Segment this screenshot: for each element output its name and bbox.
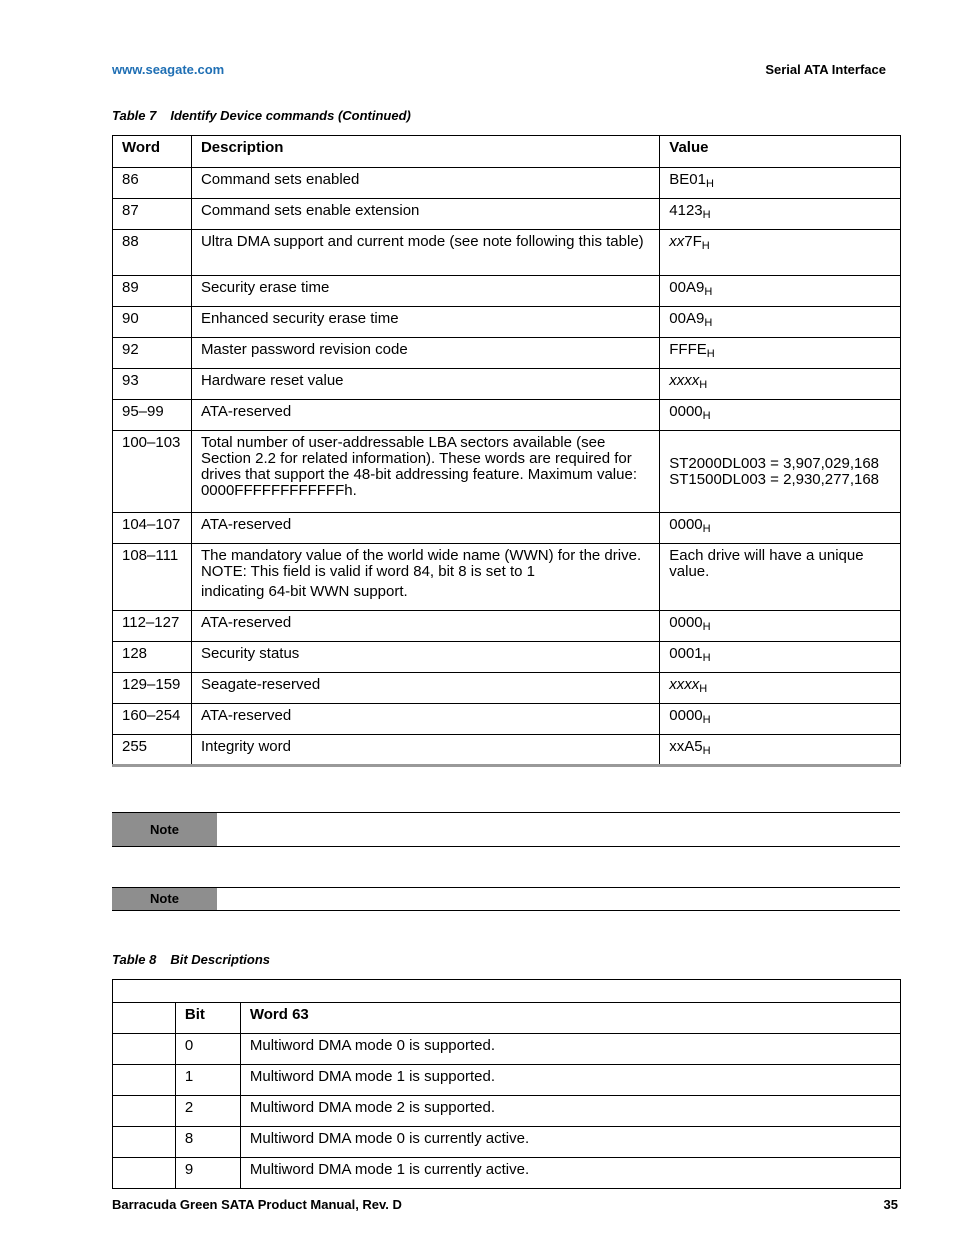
table-row [113,400,901,431]
table-row [113,230,901,276]
table8-caption-title: Bit Descriptions [170,952,271,967]
word-cell: 90 [113,307,192,338]
table-header-row [113,1003,901,1034]
hex-suffix: H [704,286,713,298]
hex-suffix: H [702,209,711,221]
word-cell: 129–159 [113,673,192,704]
identify-device-table [112,135,901,767]
table-row [113,704,901,735]
value-cell [660,276,901,307]
description-cell: Hardware reset value [191,369,659,400]
empty-cell [113,1034,176,1065]
value-cell [660,230,901,276]
value-cell [660,338,901,369]
table-row [113,1034,901,1065]
hex-suffix: H [702,652,711,664]
bit-cell: 9 [175,1158,240,1189]
word-cell: 92 [113,338,192,369]
description-cell: Enhanced security erase time [191,307,659,338]
word-cell: 88 [113,230,192,276]
value-cell [660,513,901,544]
word-cell: 128 [113,642,192,673]
description-cell: Multiword DMA mode 1 is supported. [240,1065,900,1096]
table7-caption-title: Identify Device commands (Continued) [170,108,411,123]
footer-title: Barracuda Green SATA Product Manual, Rev. D [112,1197,402,1212]
word-cell: 93 [113,369,192,400]
section-title: Serial ATA Interface [765,62,886,77]
value-text: 0000 [669,707,703,724]
word-cell: 255 [113,735,192,766]
note-label: Note [112,888,217,910]
table-row [113,338,901,369]
note-label: Note [112,813,217,846]
column-header: Bit [175,1003,240,1034]
description-cell: Integrity word [191,735,659,766]
value-text: 0000 [669,403,703,420]
description-cell: Command sets enable extension [191,199,659,230]
description-cell: Ultra DMA support and current mode (see note following this table) [191,230,659,276]
hex-suffix: H [702,523,711,535]
table-row [113,544,901,611]
column-header: Word [113,136,192,168]
description-text: The mandatory value of the world wide name (WWN) for the drive. NOTE: This field is valid if word 84, bit 8 is set to 1 [200,547,642,580]
word-cell: 104–107 [113,513,192,544]
value-cell [660,199,901,230]
description-cell: Command sets enabled [191,168,659,199]
word-cell: 86 [113,168,192,199]
value-cell [660,400,901,431]
value-text: 0001 [669,645,703,662]
value-text: 4123 [669,202,703,219]
bit-cell: 0 [175,1034,240,1065]
value-cell [660,307,901,338]
table-header-row [113,136,901,168]
site-url[interactable]: www.seagate.com [112,62,225,77]
bit-descriptions-table [112,979,901,1189]
value-text: 0000 [669,516,703,533]
description-cell [191,544,659,611]
table-row [113,307,901,338]
column-header: Description [191,136,659,168]
empty-title-cell [113,980,901,1003]
table-row [113,369,901,400]
table-row [113,513,901,544]
bit-cell: 8 [175,1127,240,1158]
hex-suffix: H [704,317,713,329]
empty-cell [113,1003,176,1034]
empty-cell [113,1127,176,1158]
table-row [113,673,901,704]
empty-cell [113,1158,176,1189]
empty-cell [113,1065,176,1096]
hex-suffix: H [706,348,715,360]
table-row [113,1096,901,1127]
value-placeholder: xx [669,233,685,250]
hex-suffix: H [702,714,711,726]
table-row [113,168,901,199]
note-box [112,812,900,847]
value-cell [660,735,901,766]
description-cell: Multiword DMA mode 1 is currently active. [240,1158,900,1189]
value-cell: Each drive will have a unique value. [660,544,901,611]
value-text: 7F [684,233,702,250]
value-placeholder: xxxx [669,372,700,389]
column-header: Word 63 [240,1003,900,1034]
description-cell: ATA-reserved [191,704,659,735]
description-cell: ATA-reserved [191,400,659,431]
value-text: 00A9 [669,310,705,327]
bit-cell: 2 [175,1096,240,1127]
description-cell: Total number of user-addressable LBA sectors available (see Section 2.2 for related information). These words are required for drives that support the 48-bit addressing feature. Maximum value: 0000FFFFFFFFFFFFh. [191,431,659,513]
value-cell [660,673,901,704]
table-row [113,1158,901,1189]
description-cell: Seagate-reserved [191,673,659,704]
hex-suffix: H [699,379,708,391]
value-cell [660,369,901,400]
word-cell: 160–254 [113,704,192,735]
word-cell: 112–127 [113,611,192,642]
word-cell: 108–111 [113,544,192,611]
value-cell [660,431,901,513]
table7-caption [112,108,411,123]
table-row [113,1127,901,1158]
table-row [113,735,901,766]
page-number: 35 [883,1197,898,1212]
value-cell [660,611,901,642]
value-text: 00A9 [669,279,705,296]
hex-suffix: H [699,683,708,695]
word-cell: 87 [113,199,192,230]
table-row [113,611,901,642]
table-row [113,431,901,513]
description-text: indicating 64-bit WWN support. [200,583,408,600]
value-line: ST1500DL003 = 2,930,277,168 [669,470,880,488]
hex-suffix: H [702,621,711,633]
description-cell: Multiword DMA mode 0 is currently active. [240,1127,900,1158]
table-row [113,1065,901,1096]
word-cell: 100–103 [113,431,192,513]
value-line: ST2000DL003 = 3,907,029,168 [669,454,880,472]
table-row [113,980,901,1003]
column-header: Value [660,136,901,168]
description-cell: ATA-reserved [191,611,659,642]
value-cell [660,168,901,199]
description-cell: Multiword DMA mode 0 is supported. [240,1034,900,1065]
description-cell: Security status [191,642,659,673]
bit-cell: 1 [175,1065,240,1096]
table8-caption-number: Table 8 [112,952,157,967]
empty-cell [113,1096,176,1127]
hex-suffix: H [705,178,714,190]
table7-caption-number: Table 7 [112,108,157,123]
word-cell: 95–99 [113,400,192,431]
hex-suffix: H [701,240,710,252]
hex-suffix: H [702,745,711,757]
description-cell: Master password revision code [191,338,659,369]
value-cell [660,704,901,735]
hex-suffix: H [702,410,711,422]
value-text: BE01 [669,171,706,188]
table8-caption [112,952,270,967]
description-cell: Security erase time [191,276,659,307]
note-box [112,887,900,911]
value-placeholder: xxxx [669,676,700,693]
value-text: FFFE [669,341,707,358]
value-text: xxA5 [669,738,703,755]
table-row [113,276,901,307]
description-cell: Multiword DMA mode 2 is supported. [240,1096,900,1127]
table-row [113,199,901,230]
value-cell [660,642,901,673]
table-row [113,642,901,673]
word-cell: 89 [113,276,192,307]
value-text: 0000 [669,614,703,631]
description-cell: ATA-reserved [191,513,659,544]
